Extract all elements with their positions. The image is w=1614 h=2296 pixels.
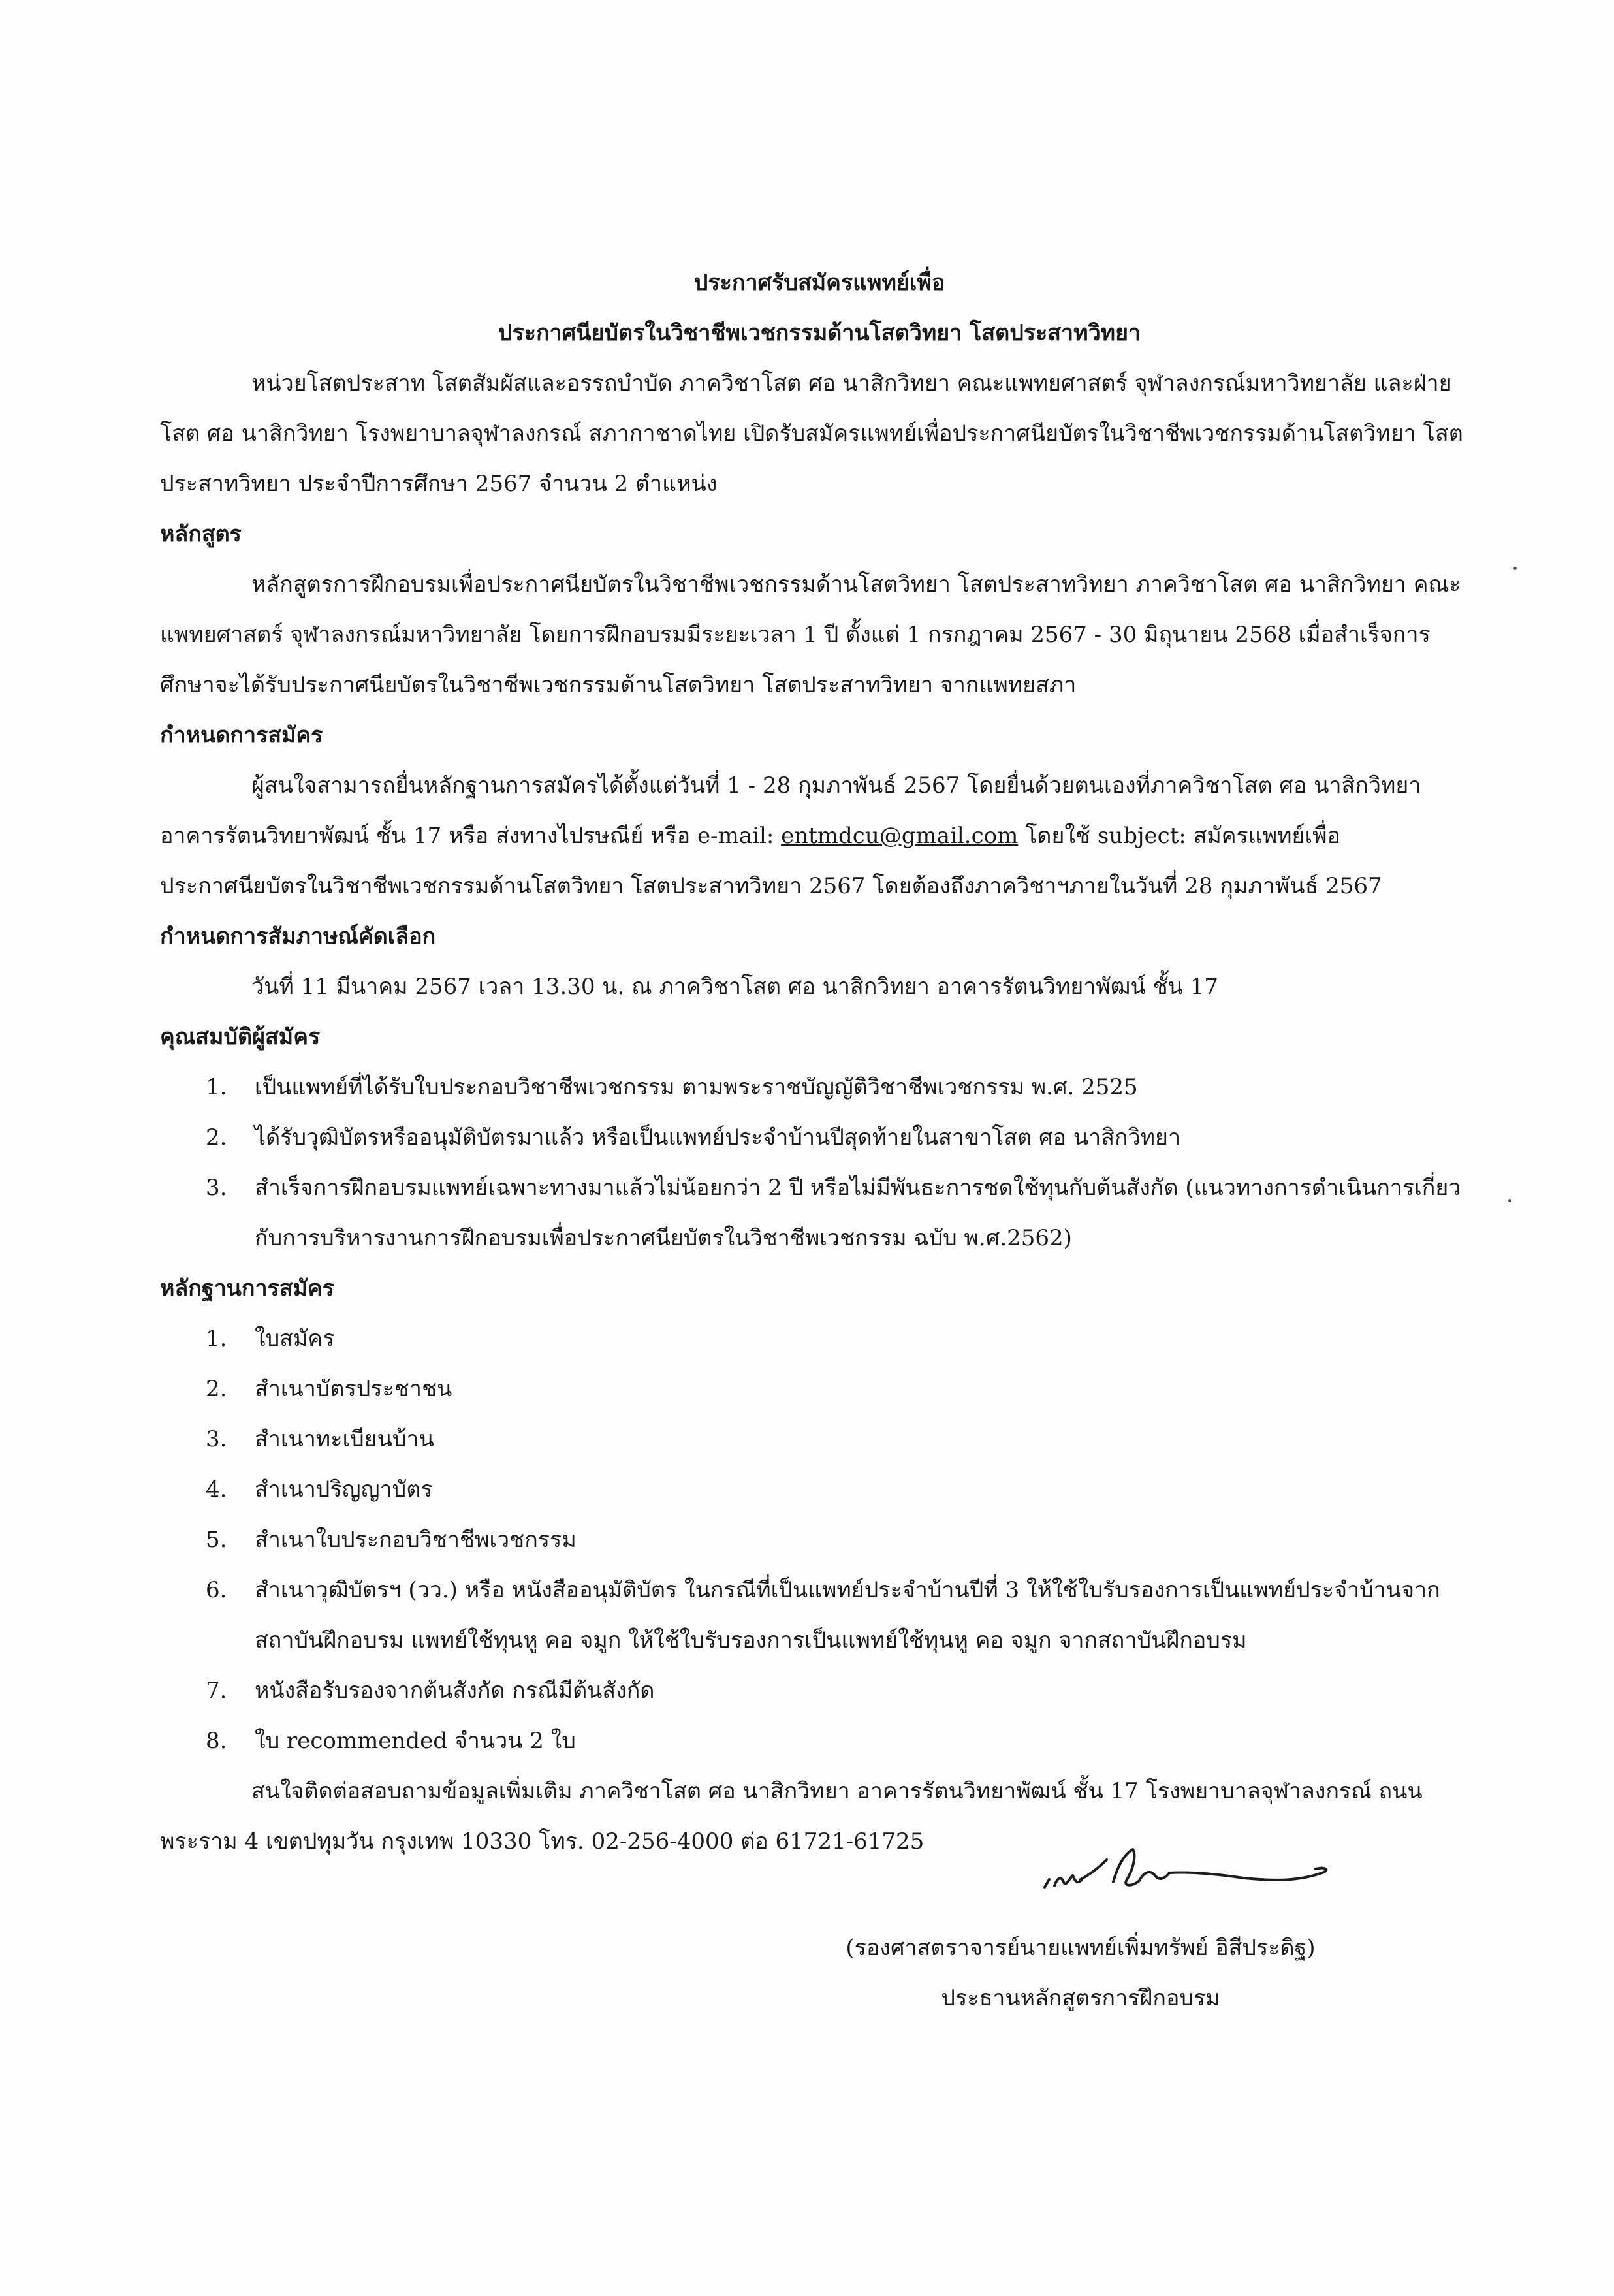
- intro-paragraph: หน่วยโสตประสาท โสตสัมผัสและอรรถบำบัด ภาควิชาโสต ศอ นาสิกวิทยา คณะแพทยศาสตร์ จุฬาลงกรณ์มหาวิทยาลัย และฝ่ายโสต ศอ นาสิกวิทยา โรงพยาบาลจุฬาลงกรณ์ สภากาชาดไทย เปิดรับสมัครแพทย์เพื่อประกาศนียบัตรในวิชาชีพเวชกรรมด้านโสตวิทยา โสตประสาทวิทยา ประจำปีการศึกษา 2567 จำนวน 2 ตำแหน่ง: [160, 370, 1463, 497]
- list-item-text: ได้รับวุฒิบัตรหรืออนุมัติบัตรมาแล้ว หรือเป็นแพทย์ประจำบ้านปีสุดท้ายในสาขาโสต ศอ นาสิกวิทยา: [255, 1124, 1181, 1151]
- list-item: [160, 1414, 1479, 1465]
- signatory-position: ประธานหลักสูตรการฝึกอบรม: [941, 1985, 1220, 2011]
- list-item-text: หนังสือรับรองจากต้นสังกัด กรณีมีต้นสังกัด: [255, 1678, 655, 1704]
- documents-heading: หลักฐานการสมัคร: [160, 1275, 335, 1301]
- list-item-number: 8.: [206, 1728, 227, 1754]
- list-item-text: สำเนาใบประกอบวิชาชีพเวชกรรม: [255, 1527, 577, 1553]
- scan-speck: [1513, 567, 1517, 570]
- list-item: [160, 1163, 1479, 1264]
- qualifications-list: [160, 1062, 1479, 1264]
- course-paragraph: หลักสูตรการฝึกอบรมเพื่อประกาศนียบัตรในวิชาชีพเวชกรรมด้านโสตวิทยา โสตประสาทวิทยา ภาควิชาโสต ศอ นาสิกวิทยา คณะแพทยศาสตร์ จุฬาลงกรณ์มหาวิทยาลัย โดยการฝึกอบรมมีระยะเวลา 1 ปี ตั้งแต่ 1 กรกฎาคม 2567 - 30 มิถุนายน 2568 เมื่อสำเร็จการศึกษาจะได้รับประกาศนียบัตรในวิชาชีพเวชกรรมด้านโสตวิทยา โสตประสาทวิทยา จากแพทยสภา: [160, 571, 1461, 698]
- list-item: [160, 1565, 1479, 1666]
- list-item: [160, 1062, 1479, 1113]
- list-item: [160, 1364, 1479, 1414]
- signatory-name: (รองศาสตราจารย์นายแพทย์เพิ่มทรัพย์ อิสีประดิฐ): [846, 1935, 1316, 1961]
- contact-paragraph: สนใจติดต่อสอบถามข้อมูลเพิ่มเติม ภาควิชาโสต ศอ นาสิกวิทยา อาคารรัตนวิทยาพัฒน์ ชั้น 17 โรงพยาบาลจุฬาลงกรณ์ ถนนพระราม 4 เขตปทุมวัน กรุงเทพ 10330 โทร. 02-256-4000 ต่อ 61721-61725: [160, 1778, 1423, 1855]
- application-text-after: โดยใช้ subject: สมัครแพทย์เพื่อประกาศนียบัตรในวิชาชีพเวชกรรมด้านโสตวิทยา โสตประสาทวิทยา 2567 โดยต้องถึงภาควิชาฯภายในวันที่ 28 กุมภาพันธ์ 2567: [160, 823, 1382, 899]
- list-item-number: 4.: [206, 1476, 227, 1503]
- title-line-2: ประกาศนียบัตรในวิชาชีพเวชกรรมด้านโสตวิทยา โสตประสาทวิทยา: [498, 320, 1141, 346]
- handwritten-signature: [1035, 1842, 1348, 1913]
- list-item: [160, 1314, 1479, 1364]
- list-item-text: สำเนาบัตรประชาชน: [255, 1376, 452, 1402]
- list-item: [160, 1666, 1479, 1716]
- list-item: [160, 1716, 1479, 1766]
- list-item-number: 5.: [206, 1527, 227, 1553]
- list-item-number: 2.: [206, 1376, 227, 1402]
- application-email-link[interactable]: entmdcu@gmail.com: [781, 823, 1019, 849]
- application-text-before: ผู้สนใจสามารถยื่นหลักฐานการสมัครได้ตั้งแต่วันที่ 1 - 28 กุมภาพันธ์ 2567 โดยยื่นด้วยตนเองที่ภาควิชาโสต ศอ นาสิกวิทยา อาคารรัตนวิทยาพัฒน์ ชั้น 17 หรือ ส่งทางไปรษณีย์ หรือ e-mail:: [160, 773, 1421, 849]
- documents-list: [160, 1314, 1479, 1766]
- interview-paragraph: วันที่ 11 มีนาคม 2567 เวลา 13.30 น. ณ ภาควิชาโสต ศอ นาสิกวิทยา อาคารรัตนวิทยาพัฒน์ ชั้น 17: [251, 974, 1218, 1000]
- list-item: [160, 1465, 1479, 1515]
- signatory-block: [819, 1923, 1342, 2024]
- course-heading: หลักสูตร: [160, 521, 242, 547]
- list-item-number: 1.: [206, 1326, 227, 1352]
- list-item: [160, 1515, 1479, 1565]
- list-item-text: เป็นแพทย์ที่ได้รับใบประกอบวิชาชีพเวชกรรม ตามพระราชบัญญัติวิชาชีพเวชกรรม พ.ศ. 2525: [255, 1074, 1138, 1100]
- list-item-number: 3.: [206, 1175, 227, 1201]
- title-line-1: ประกาศรับสมัครแพทย์เพื่อ: [693, 270, 945, 296]
- list-item-text: ใบ recommended จำนวน 2 ใบ: [255, 1728, 576, 1754]
- qualifications-heading: คุณสมบัติผู้สมัคร: [160, 1024, 321, 1050]
- list-item-number: 7.: [206, 1678, 227, 1704]
- list-item-number: 3.: [206, 1426, 227, 1452]
- list-item-text: สำเร็จการฝึกอบรมแพทย์เฉพาะทางมาแล้วไม่น้อยกว่า 2 ปี หรือไม่มีพันธะการชดใช้ทุนกับต้นสังกัด (แนวทางการดำเนินการเกี่ยวกับการบริหารงานการฝึกอบรมเพื่อประกาศนียบัตรในวิชาชีพเวชกรรม ฉบับ พ.ศ.2562): [255, 1175, 1461, 1251]
- interview-heading: กำหนดการสัมภาษณ์คัดเลือก: [160, 923, 436, 949]
- list-item-text: สำเนาปริญญาบัตร: [255, 1476, 433, 1503]
- list-item-text: สำเนาวุฒิบัตรฯ (วว.) หรือ หนังสืออนุมัติบัตร ในกรณีที่เป็นแพทย์ประจำบ้านปีที่ 3 ให้ใช้ใบรับรองการเป็นแพทย์ประจำบ้านจากสถาบันฝึกอบรม แพทย์ใช้ทุนหู คอ จมูก ให้ใช้ใบรับรองการเป็นแพทย์ใช้ทุนหู คอ จมูก จากสถาบันฝึกอบรม: [255, 1577, 1440, 1653]
- document-body: [160, 258, 1479, 1867]
- list-item-text: ใบสมัคร: [255, 1326, 335, 1352]
- list-item-number: 1.: [206, 1074, 227, 1100]
- application-paragraph: [160, 761, 1479, 912]
- list-item: [160, 1113, 1479, 1163]
- list-item-text: สำเนาทะเบียนบ้าน: [255, 1426, 434, 1452]
- scan-speck: [1508, 1199, 1511, 1202]
- application-heading: กำหนดการสมัคร: [160, 722, 323, 748]
- list-item-number: 6.: [206, 1577, 227, 1603]
- list-item-number: 2.: [206, 1124, 227, 1151]
